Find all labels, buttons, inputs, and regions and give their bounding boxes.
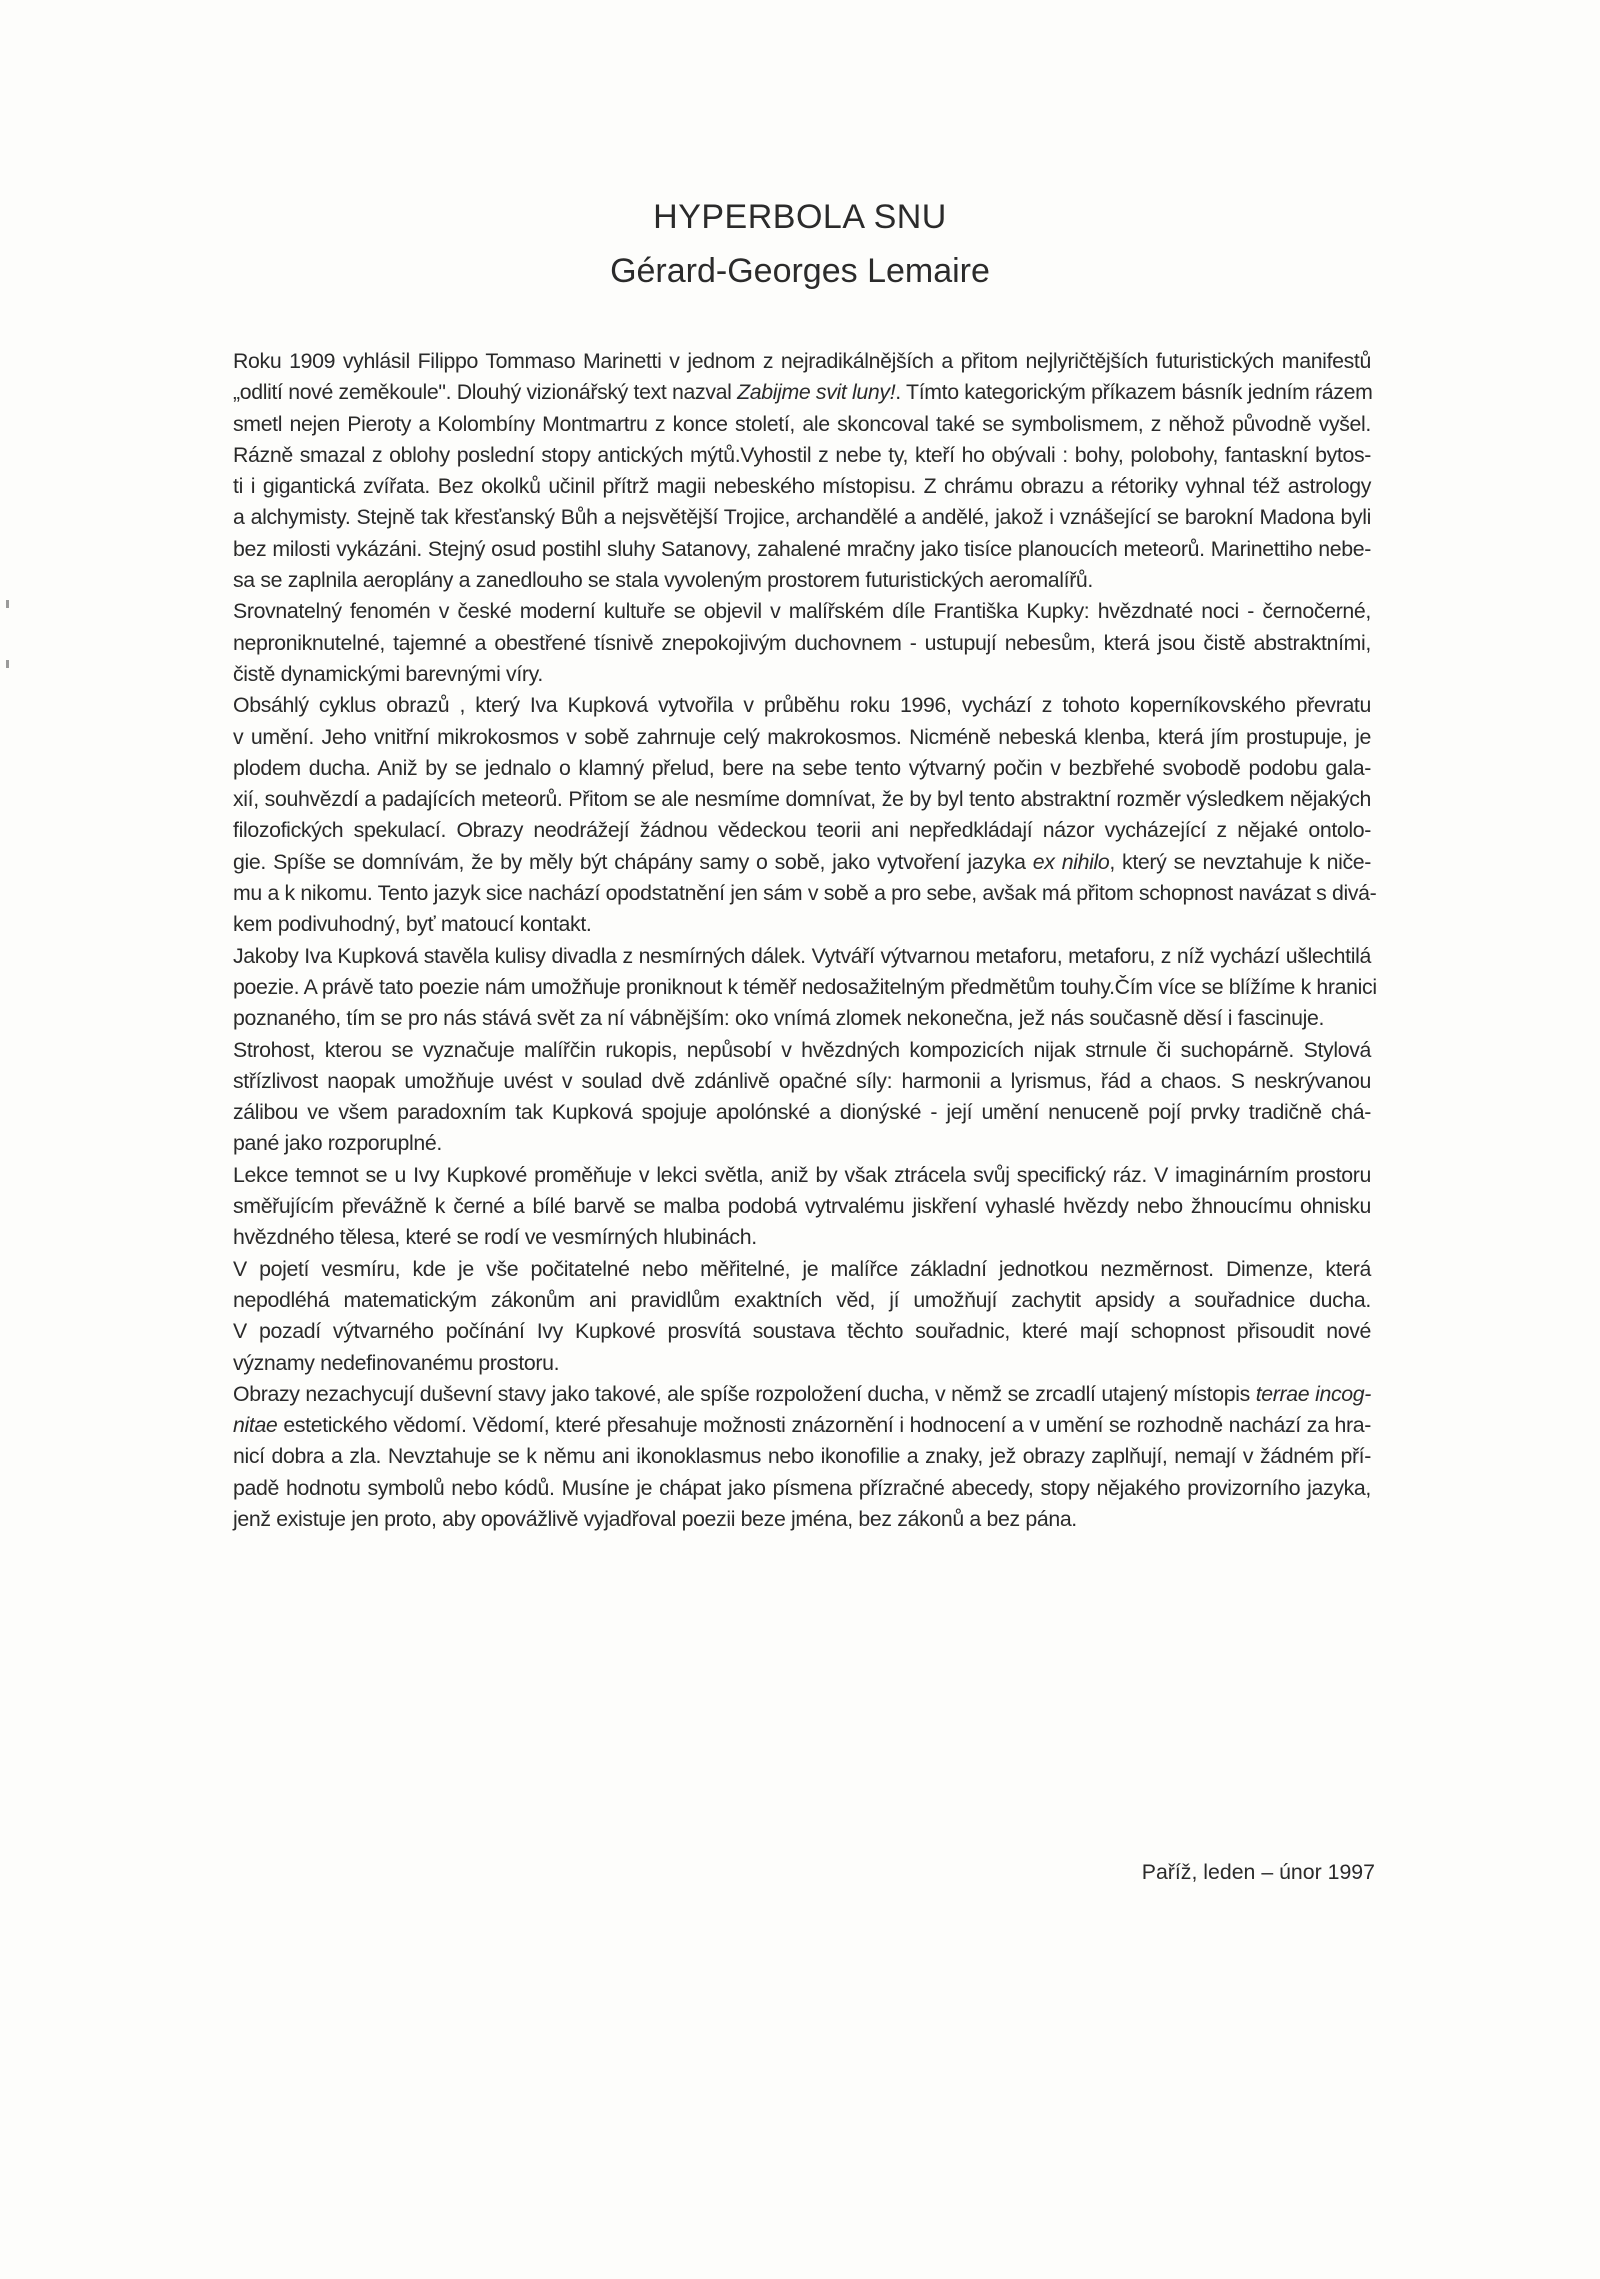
text-line: pané jako rozporuplné. xyxy=(233,1131,442,1156)
text-line: zálibou ve všem paradoxním tak Kupková spojuje apolónské a dionýské - její umění nenuceně pojí prvky tradičně chá- xyxy=(233,1100,1371,1125)
text-line: a alchymisty. Stejně tak křesťanský Bůh a nejsvětější Trojice, archandělé a andělé, jakož i vznášející se barokní Madona byli xyxy=(233,505,1371,530)
text-line: střízlivost naopak umožňuje uvést v soulad dvě zdánlivě opačné síly: harmonii a lyrismus, řád a chaos. S neskrývanou xyxy=(233,1068,1371,1093)
text-line: neproniknutelné, tajemné a obestřené tísnivě znepokojivým duchovnem - ustupují nebesům, která jsou čistě abstraktními, xyxy=(233,630,1371,655)
text-line: Rázně smazal z oblohy poslední stopy antických mýtů.Vyhostil z nebe ty, kteří ho obývali : bohy, polobohy, fantaskní bytos- xyxy=(233,442,1371,467)
text-line: Srovnatelný fenomén v české moderní kultuře se objevil v malířském díle Františka Kupky: hvězdnaté noci - černočerné, xyxy=(233,599,1371,624)
document-title: HYPERBOLA SNU xyxy=(653,198,947,236)
text-line: nicí dobra a zla. Nevztahuje se k němu ani ikonoklasmus nebo ikonofilie a znaky, jež obrazy zaplňují, nemají v žádném pří- xyxy=(233,1444,1371,1469)
text-line: sa se zaplnila aeroplány a zanedlouho se stala vyvoleným prostorem futuristických aeromalířů. xyxy=(233,568,1093,593)
text-line: Roku 1909 vyhlásil Filippo Tommaso Marinetti v jednom z nejradikálnějších a přitom nejlyričtějších futuristických manifestů xyxy=(233,349,1371,373)
text-line: Lekce temnot se u Ivy Kupkové proměňuje v lekci světla, aniž by však ztrácela svůj specifický ráz. V imaginárním prostoru xyxy=(233,1162,1371,1187)
text-line: nepodléhá matematickým zákonům ani pravidlům exaktních věd, jí umožňují zachytit apsidy a souřadnice ducha. xyxy=(233,1287,1371,1312)
text-line: Obsáhlý cyklus obrazů , který Iva Kupková vytvořila v průběhu roku 1996, vychází z tohoto koperníkovského převratu xyxy=(233,693,1371,718)
text-line: gie. Spíše se domnívám, že by měly být chápány samy o sobě, jako vytvoření jazyka ex nihilo, který se nevztahuje k niče- xyxy=(233,849,1371,874)
scan-artifact-mark xyxy=(6,660,9,668)
text-line: plodem ducha. Aniž by se jednalo o klamný přelud, bere na sebe tento výtvarný počin v bezbřehé svobodě podobu gala- xyxy=(233,755,1371,780)
signature-place-date: Paříž, leden – únor 1997 xyxy=(1141,1860,1375,1884)
text-line: Obrazy nezachycují duševní stavy jako takové, ale spíše rozpoložení ducha, v němž se zrcadlí utajený místopis terrae incog- xyxy=(233,1381,1371,1406)
text-line: nitae estetického vědomí. Vědomí, které přesahuje možnosti znázornění i hodnocení a v umění se rozhodně nachází za hra- xyxy=(233,1413,1371,1438)
text-line: jenž existuje jen proto, aby opovážlivě vyjadřoval poezii beze jména, bez zákonů a bez pána. xyxy=(233,1506,1077,1531)
text-line: filozofických spekulací. Obrazy neodrážejí žádnou vědeckou teorii ani nepředkládají názor vycházející z nějaké ontolo- xyxy=(233,818,1371,843)
text-line: Jakoby Iva Kupková stavěla kulisy divadla z nesmírných dálek. Vytváří výtvarnou metaforu, metaforu, z níž vychází ušlechtilá xyxy=(233,943,1371,968)
text-line: směřujícím převážně k černé a bílé barvě se malba podobá vytrvalému jiskření vyhaslé hvězdy nebo žhnoucímu ohnisku xyxy=(233,1194,1371,1219)
italic-phrase: ex nihilo xyxy=(1032,849,1110,874)
essay-body xyxy=(233,346,1377,1535)
text-line: smetl nejen Pieroty a Kolombíny Montmartru z konce století, ale skoncoval také se symbolismem, z něhož původně vyšel. xyxy=(233,411,1371,436)
text-line: ti i gigantická zvířata. Bez okolků učinil přítrž magii nebeského místopisu. Z chrámu obrazu a rétoriky vyhnal též astrology xyxy=(233,474,1371,499)
text-line: mu a k nikomu. Tento jazyk sice nachází opodstatnění jen sám v sobě a pro sebe, avšak má přitom schopnost navázat s divá- xyxy=(233,881,1377,906)
text-line: poznaného, tím se pro nás stává svět za ní vábnějším: oko vnímá zlomek nekonečna, jež nás současně děsí i fascinuje. xyxy=(233,1006,1325,1031)
scan-artifact-mark xyxy=(6,600,9,608)
text-line: Strohost, kterou se vyznačuje malířčin rukopis, nepůsobí v hvězdných kompozicích nijak strnule či suchopárně. Stylová xyxy=(233,1037,1371,1062)
text-line: V pozadí výtvarného počínání Ivy Kupkové prosvítá soustava těchto souřadnic, které mají schopnost přisoudit nové xyxy=(233,1319,1371,1344)
text-line: čistě dynamickými barevnými víry. xyxy=(233,661,543,686)
italic-phrase: Zabijme svit luny! xyxy=(737,380,896,405)
text-line: xií, souhvězdí a padajících meteorů. Přitom se ale nesmíme domnívat, že by byl tento abstraktní rozměr výsledkem nějakých xyxy=(233,787,1371,812)
text-line: padě hodnotu symbolů nebo kódů. Musíne je chápat jako písmena přízračné abecedy, stopy nějakého provizorního jazyka, xyxy=(233,1475,1371,1500)
italic-phrase: nitae xyxy=(233,1413,278,1438)
text-line: V pojetí vesmíru, kde je vše počitatelné nebo měřitelné, je malířce základní jednotkou nezměrnost. Dimenze, která xyxy=(233,1256,1371,1281)
document-author: Gérard-Georges Lemaire xyxy=(610,252,990,290)
text-line: významy nedefinovanému prostoru. xyxy=(233,1350,560,1375)
italic-phrase: terrae incog- xyxy=(1255,1381,1371,1406)
text-line: v umění. Jeho vnitřní mikrokosmos v sobě zahrnuje celý makrokosmos. Nicméně nebeská klenba, která jím prostupuje, je xyxy=(233,724,1371,749)
text-line: poezie. A právě tato poezie nám umožňuje proniknout k téměř nedosažitelným předmětům touhy.Čím více se blížíme k hranici xyxy=(233,974,1377,999)
text-line: bez milosti vykázáni. Stejný osud postihl sluhy Satanovy, zahalené mračny jako tisíce planoucích meteorů. Marinettiho nebe- xyxy=(233,536,1371,561)
text-line: „odlití nové zeměkoule". Dlouhý vizionářský text nazval Zabijme svit luny!. Tímto kategorickým příkazem básník jedním rázem xyxy=(233,380,1373,405)
text-line: kem podivuhodný, byť matoucí kontakt. xyxy=(233,912,592,937)
text-line: hvězdného tělesa, které se rodí ve vesmírných hlubinách. xyxy=(233,1225,757,1250)
